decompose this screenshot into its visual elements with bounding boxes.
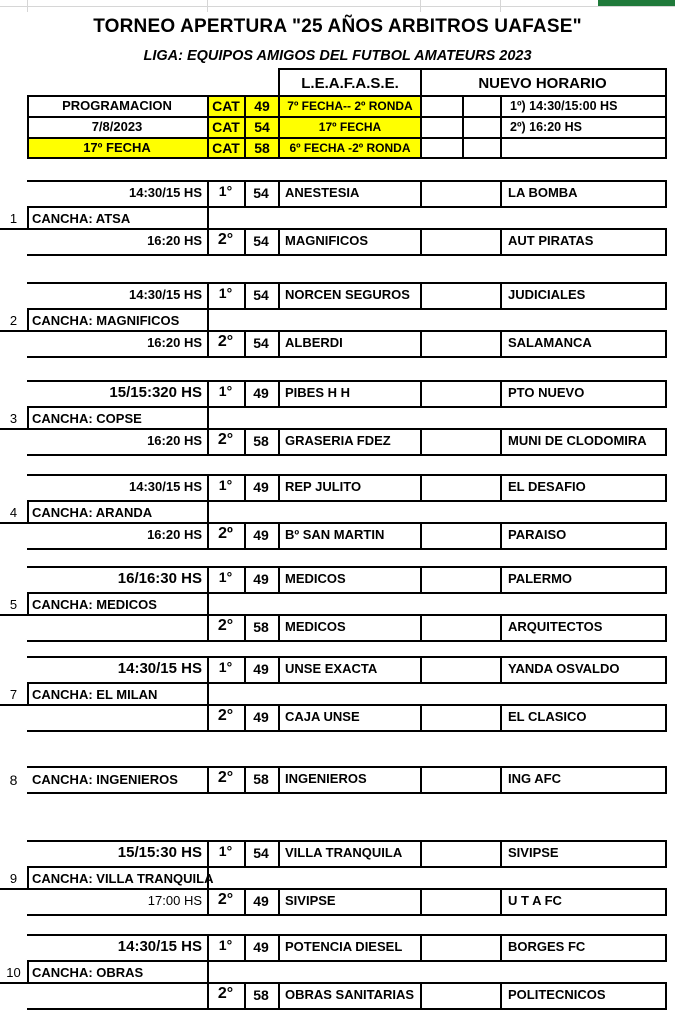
table-border [665,704,667,732]
away-team: EL DESAFIO [508,479,586,494]
table-border [27,682,29,706]
match-time: 16:20 HS [147,335,202,350]
block-number: 7 [9,687,18,702]
table-border [500,228,502,256]
table-border [27,704,665,706]
block-number: 9 [9,871,18,886]
table-border [665,522,667,550]
home-team: SIVIPSE [285,893,336,908]
home-team: NORCEN SEGUROS [285,287,410,302]
away-team: ARQUITECTOS [508,619,603,634]
table-border [500,522,502,550]
table-border [500,282,502,310]
table-border [420,566,422,594]
table-border [665,888,667,916]
cat-number: 49 [254,98,270,114]
table-border [207,682,209,706]
table-border [27,914,665,916]
cat-label: CAT [212,98,240,114]
match-order: 2° [217,431,234,448]
gridline [0,6,675,7]
table-border [278,282,280,310]
table-border [420,704,422,732]
home-team: INGENIEROS [285,771,367,786]
table-border [27,356,665,358]
table-border [27,406,665,408]
header-border [27,157,667,159]
table-border [278,704,280,732]
table-border [500,380,502,408]
match-time: 15/15:30 HS [117,844,202,861]
gridline [420,0,421,12]
table-border [27,308,665,310]
table-border [27,500,29,524]
match-time: 14:30/15 HS [129,479,202,494]
table-border [665,982,667,1010]
match-order: 1° [218,659,233,675]
table-border [27,982,665,984]
table-border [420,428,422,456]
match-category: 54 [253,233,269,249]
table-border [278,228,280,256]
away-team: PTO NUEVO [508,385,585,400]
table-border [207,960,209,984]
away-team: JUDICIALES [508,287,586,302]
home-team: POTENCIA DIESEL [285,939,403,954]
home-team: MEDICOS [285,619,346,634]
away-team: LA BOMBA [508,185,578,200]
table-border [27,592,29,616]
table-border [500,934,502,962]
match-category: 54 [253,287,269,303]
cancha-label: CANCHA: EL MILAN [32,687,158,702]
block-number: 3 [9,411,18,426]
table-border [500,704,502,732]
table-border [420,656,422,684]
table-border [27,474,665,476]
home-team: OBRAS SANITARIAS [285,987,415,1002]
cancha-label: CANCHA: INGENIEROS [32,772,178,787]
match-order: 1° [218,477,233,493]
table-border [665,228,667,256]
page-subtitle: LIGA: EQUIPOS AMIGOS DEL FUTBOL AMATEURS 2023 [143,48,532,64]
match-order: 1° [218,569,233,585]
match-order: 1° [218,183,233,199]
table-border [278,522,280,550]
new-schedule-label: NUEVO HORARIO [478,75,607,92]
cat-description: 17º FECHA [318,120,382,134]
table-border [27,380,665,382]
header-border [27,137,667,139]
home-team: REP JULITO [285,479,362,494]
table-border [27,254,665,256]
program-date: 7/8/2023 [91,119,143,134]
header-border [27,116,667,118]
header-border [500,95,502,159]
cancha-label: CANCHA: COPSE [32,411,142,426]
home-team: PIBES H H [285,385,351,400]
table-border [500,840,502,868]
table-border [420,180,422,208]
match-category: 58 [253,771,269,787]
table-border [27,960,29,984]
table-border [27,522,665,524]
home-team: GRASERIA FDEZ [285,433,391,448]
table-border [420,522,422,550]
header-border [462,95,464,159]
match-category: 58 [253,619,269,635]
table-border [27,228,665,230]
match-time: 16:20 HS [147,433,202,448]
table-border [278,566,280,594]
match-category: 49 [253,893,269,909]
block-number: 1 [9,211,18,226]
home-team: ALBERDI [285,335,343,350]
match-category: 49 [253,479,269,495]
table-border [665,428,667,456]
league-label: L.E.A.F.A.S.E. [301,75,399,92]
cancha-label: CANCHA: VILLA TRANQUILA [32,871,214,886]
table-border [420,474,422,502]
away-team: MUNI DE CLODOMIRA [508,433,647,448]
table-border [665,766,667,794]
table-border [27,656,665,658]
match-time: 14:30/15 HS [117,938,202,955]
match-order: 1° [218,843,233,859]
table-border [27,866,29,890]
gridline [207,0,208,12]
away-team: PARAISO [508,527,567,542]
match-order: 1° [218,285,233,301]
match-time: 16/16:30 HS [117,570,202,587]
table-border [27,454,665,456]
match-order: 1° [218,937,233,953]
home-team: ANESTESIA [285,185,360,200]
table-border [27,206,29,230]
table-border [500,180,502,208]
home-team: Bº SAN MARTIN [285,527,385,542]
table-border [665,840,667,868]
table-border [500,614,502,642]
match-time: 15/15:320 HS [109,384,202,401]
table-border [278,180,280,208]
table-border [420,982,422,1010]
table-border [665,566,667,594]
table-border [27,180,665,182]
table-border [27,1008,665,1010]
match-time: 16:20 HS [147,233,202,248]
match-time: 14:30/15 HS [129,185,202,200]
home-team: MEDICOS [285,571,346,586]
match-category: 49 [253,709,269,725]
table-border [420,766,422,794]
away-team: YANDA OSVALDO [508,661,620,676]
table-border [278,766,280,794]
table-border [500,656,502,684]
table-border [420,614,422,642]
away-team: AUT PIRATAS [508,233,594,248]
table-border [665,330,667,358]
match-order: 2° [217,985,234,1002]
table-border [420,888,422,916]
programacion-label: PROGRAMACION [62,98,172,113]
match-time: 16:20 HS [147,527,202,542]
table-border [278,982,280,1010]
match-order: 2° [217,617,234,634]
table-border [27,206,665,208]
table-border [27,960,665,962]
table-border [207,592,209,616]
block-number: 5 [9,597,18,612]
match-category: 54 [253,845,269,861]
gridline [500,0,501,12]
match-category: 58 [253,433,269,449]
table-border [500,474,502,502]
table-border [420,934,422,962]
table-border [665,282,667,310]
table-border [665,380,667,408]
table-border [27,888,665,890]
table-border [500,566,502,594]
table-border [500,766,502,794]
table-border [27,592,665,594]
away-team: SIVIPSE [508,845,559,860]
away-team: BORGES FC [508,939,586,954]
table-border [500,982,502,1010]
new-schedule-first: 1º) 14:30/15:00 HS [510,99,618,113]
table-border [27,330,665,332]
table-border [207,406,209,430]
block-number: 2 [9,313,18,328]
match-order: 2° [217,333,234,350]
block-number: 8 [9,772,18,788]
match-category: 54 [253,335,269,351]
match-order: 2° [217,707,234,724]
table-border [27,640,665,642]
table-border [500,888,502,916]
table-border [27,428,665,430]
table-border [27,548,665,550]
away-team: PALERMO [508,571,573,586]
match-order: 2° [217,231,234,248]
table-border [665,656,667,684]
table-border [27,500,665,502]
table-border [420,228,422,256]
table-border [27,840,665,842]
table-border [27,406,29,430]
cancha-label: CANCHA: OBRAS [32,965,144,980]
cat-label: CAT [212,119,240,135]
table-border [278,330,280,358]
table-border [27,934,665,936]
program-fecha: 17º FECHA [83,140,151,155]
table-border [27,566,665,568]
page-title: TORNEO APERTURA "25 AÑOS ARBITROS UAFASE" [93,16,582,37]
gridline [27,0,28,12]
match-order: 2° [217,891,234,908]
match-category: 49 [253,527,269,543]
table-border [27,766,665,768]
table-border [420,840,422,868]
header-border [665,68,667,159]
cat-label: CAT [212,140,240,156]
table-border [420,380,422,408]
home-team: VILLA TRANQUILA [285,845,403,860]
header-border [27,95,667,97]
match-category: 49 [253,571,269,587]
table-border [420,282,422,310]
header-border [280,68,665,70]
table-border [207,500,209,524]
table-border [278,888,280,916]
match-category: 49 [253,385,269,401]
match-time: 14:30/15 HS [129,287,202,302]
match-order: 2º [218,525,233,542]
cancha-label: CANCHA: MEDICOS [32,597,157,612]
away-team: SALAMANCA [508,335,592,350]
block-number: 10 [6,965,21,980]
table-border [278,934,280,962]
block-number: 4 [9,505,18,520]
table-border [278,840,280,868]
match-category: 49 [253,939,269,955]
cat-number: 54 [254,119,270,135]
home-team: MAGNIFICOS [285,233,369,248]
table-border [278,656,280,684]
table-border [500,428,502,456]
table-border [278,474,280,502]
away-team: POLITECNICOS [508,987,606,1002]
cat-number: 58 [254,140,270,156]
table-border [278,428,280,456]
table-border [207,206,209,230]
away-team: U T A FC [508,893,562,908]
cancha-label: CANCHA: ATSA [32,211,131,226]
home-team: CAJA UNSE [285,709,360,724]
table-border [278,614,280,642]
table-border [665,934,667,962]
match-time: 14:30/15 HS [117,660,202,677]
table-border [665,474,667,502]
match-order: 2° [217,769,234,786]
match-category: 58 [253,987,269,1003]
away-team: ING AFC [508,771,561,786]
cancha-label: CANCHA: ARANDA [32,505,153,520]
match-time: 17:00 HS [147,893,202,908]
table-border [27,308,29,332]
table-border [27,866,665,868]
cancha-label: CANCHA: MAGNIFICOS [32,313,180,328]
table-border [500,330,502,358]
match-category: 49 [253,661,269,677]
table-border [420,330,422,358]
table-border [27,682,665,684]
table-border [665,614,667,642]
table-border [278,380,280,408]
away-team: EL CLASICO [508,709,587,724]
cat-description: 6º FECHA -2º RONDA [289,141,411,155]
table-border [665,180,667,208]
new-schedule-second: 2º) 16:20 HS [510,120,582,134]
cat-description: 7º FECHA-- 2º RONDA [287,99,413,113]
home-team: UNSE EXACTA [285,661,378,676]
match-category: 54 [253,185,269,201]
match-order: 1° [218,383,233,399]
table-border [207,308,209,332]
table-border [27,282,665,284]
table-border [27,792,665,794]
table-border [27,730,665,732]
table-border [27,614,665,616]
